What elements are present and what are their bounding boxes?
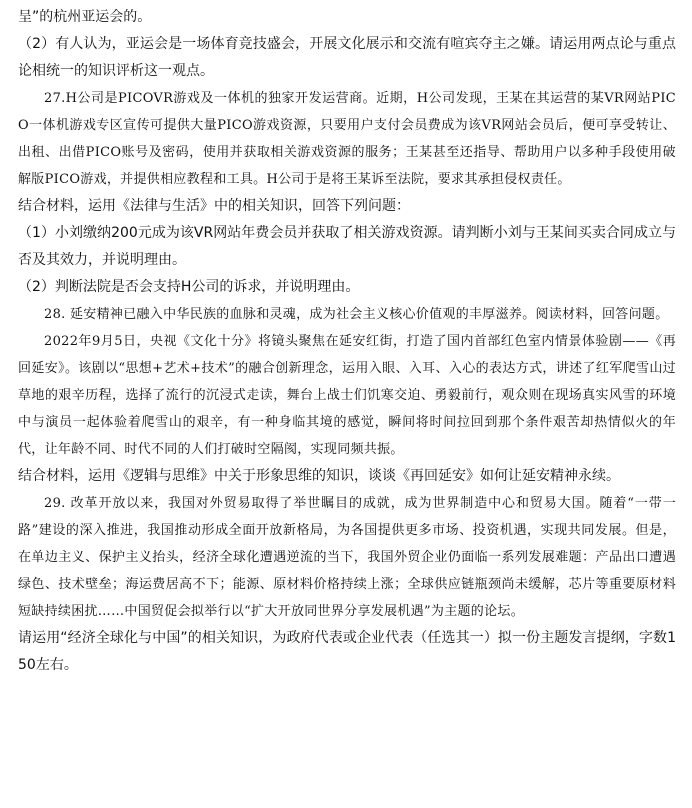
q29-material: 29. 改革开放以来，我国对外贸易取得了举世瞩目的成就，成为世界制造中心和贸易大国。随着“一带一路”建设的深入推进，我国推动形成全面开放新格局，为各国提供更多市场、投资机遇，实现共同发展。但是，在单边主义、保护主义抬头，经济全球化遭遇逆流的当下，我国外贸企业仍面临一系列发展难题：产品出口遭遇绿色、技术壁垒；海运费居高不下；能源、原材料价格持续上涨；全球供应链瓶颈尚未缓解，芯片等重要原材料短缺持续困扰……中国贸促会拟举行以“扩大开放同世界分享发展机遇”为主题的论坛。 <box>18 496 676 619</box>
q28-intro: 28. 延安精神已融入中华民族的血脉和灵魂，成为社会主义核心价值观的丰厚滋养。阅读材料，回答问题。 <box>44 307 669 322</box>
q28-question: 结合材料，运用《逻辑与思维》中关于形象思维的知识，谈谈《再回延安》如何让延安精神永续。 <box>18 468 620 484</box>
q27-part1-question: （1）小刘缴纳200元成为该VR网站年费会员并获取了相关游戏资源。请判断小刘与王某间买卖合同成立与否及其效力，并说明理由。 <box>18 225 676 268</box>
q28-material: 2022年9月5日，央视《文化十分》将镜头聚焦在延安红街，打造了国内首部红色室内情景体验剧——《再回延安》。该剧以“思想+艺术+技术”的融合创新理念，运用入眼、入耳、入心的表达方式，讲述了红军爬雪山过草地的艰辛历程，选择了流行的沉浸式走读，舞台上战士们饥寒交迫、勇毅前行，观众则在现场真实风雪的环境中与演员一起体验着爬雪山的艰辛，有一种身临其境的感觉，瞬间将时间拉回到那个条件艰苦却热情似火的年代，让年龄不同、时代不同的人们打破时空隔阂，实现同频共振。 <box>18 334 676 457</box>
q26-part2-question: （2）有人认为，亚运会是一场体育竞技盛会，开展文化展示和交流有喧宾夺主之嫌。请运用两点论与重点论相统一的知识评析这一观点。 <box>18 36 676 79</box>
q26-part1-ending: 呈”的杭州亚运会的。 <box>18 9 152 25</box>
q29-question: 请运用“经济全球化与中国”的相关知识，为政府代表或企业代表（任选其一）拟一份主题发言提纲，字数150左右。 <box>18 630 676 673</box>
q27-instruction: 结合材料，运用《法律与生活》中的相关知识，回答下列问题： <box>18 198 410 214</box>
q27-material: 27.H公司是PICOVR游戏及一体机的独家开发运营商。近期，H公司发现，王某在其运营的某VR网站PICO一体机游戏专区宣传可提供大量PICO游戏资源，只要用户支付会员费成为该VR网站会员后，便可享受转让、出租、出借PICO账号及密码，使用并获取相关游戏资源的服务；王某甚至还指导、帮助用户以多种手段使用破解版PICO游戏，并提供相应教程和工具。H公司于是将王某诉至法院，要求其承担侵权责任。 <box>18 91 676 187</box>
q27-part2-question: （2）判断法院是否会支持H公司的诉求，并说明理由。 <box>18 279 360 295</box>
